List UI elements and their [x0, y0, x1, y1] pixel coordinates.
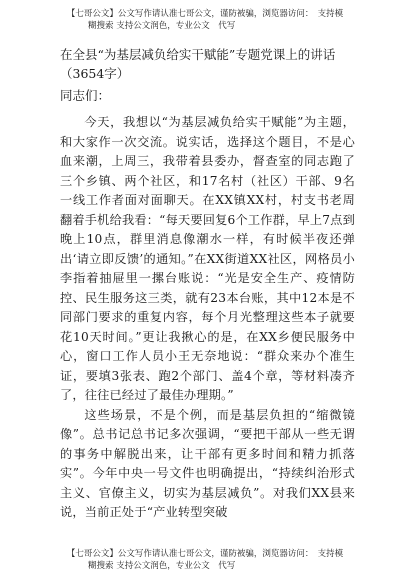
- footer-line-2: 糊搜索 支持公文润色，专业公文 代写: [88, 561, 236, 571]
- greeting: 同志们：: [60, 88, 111, 103]
- page-footer-banner: [0, 548, 410, 572]
- page-header-banner: [0, 8, 410, 32]
- document-body: [60, 113, 355, 523]
- document-title: 在全县“为基层减负给实干赋能”专题党课上的讲话（3654字）: [60, 47, 336, 81]
- header-line-1: 【七哥公文】公文写作请认准七哥公文，谨防被骗，浏览器访问： 支持模: [66, 9, 344, 19]
- footer-line-1: 【七哥公文】公文写作请认准七哥公文，谨防被骗，浏览器访问： 支持模: [66, 549, 344, 559]
- paragraph-1: 今天，我想以“为基层减负给实干赋能”为主题，和大家作一次交流。说实话，选择这个题目，不是心血来潮，上周三，我带着县委办，督查室的同志跑了三个乡镇、两个社区，和17名村（社区）干部、9名一线工作者面对面聊天。在XX镇XX村，村支书老周翻着手机给我看：“每天要回复6个工作群，早上7点到晚上10点，群里消息像潮水一样，有时候半夜还弹出‘请立即反馈’的通知。”在XX街道XX社区，网格员小李指着抽屉里一摞台账说：“光是安全生产、疫情防控、民生服务这三类，就有23本台账，其中12本是不同部门要求的重复内容，每个月光整理这些本子就要花10天时间。”更让我揪心的是，在XX乡便民服务中心，窗口工作人员小王无奈地说：“群众来办个准生证，要填3张表、跑2个部门、盖4个章，等材料凑齐了，往往已经过了最佳办理期。”: [60, 115, 355, 402]
- paragraph-2: 这些场景，不是个例，而是基层负担的“缩微镜像”。总书记总书记多次强调，“要把干部从一些无谓的事务中解脱出来，让干部有更多时间和精力抓落实”。今年中央一号文件也明确提出，“持续纠治形式主义、官僚主义，切实为基层减负”。对我们XX县来说，当前正处于“产业转型突破: [60, 407, 355, 519]
- header-line-2: 糊搜索 支持公文润色，专业公文 代写: [88, 21, 236, 31]
